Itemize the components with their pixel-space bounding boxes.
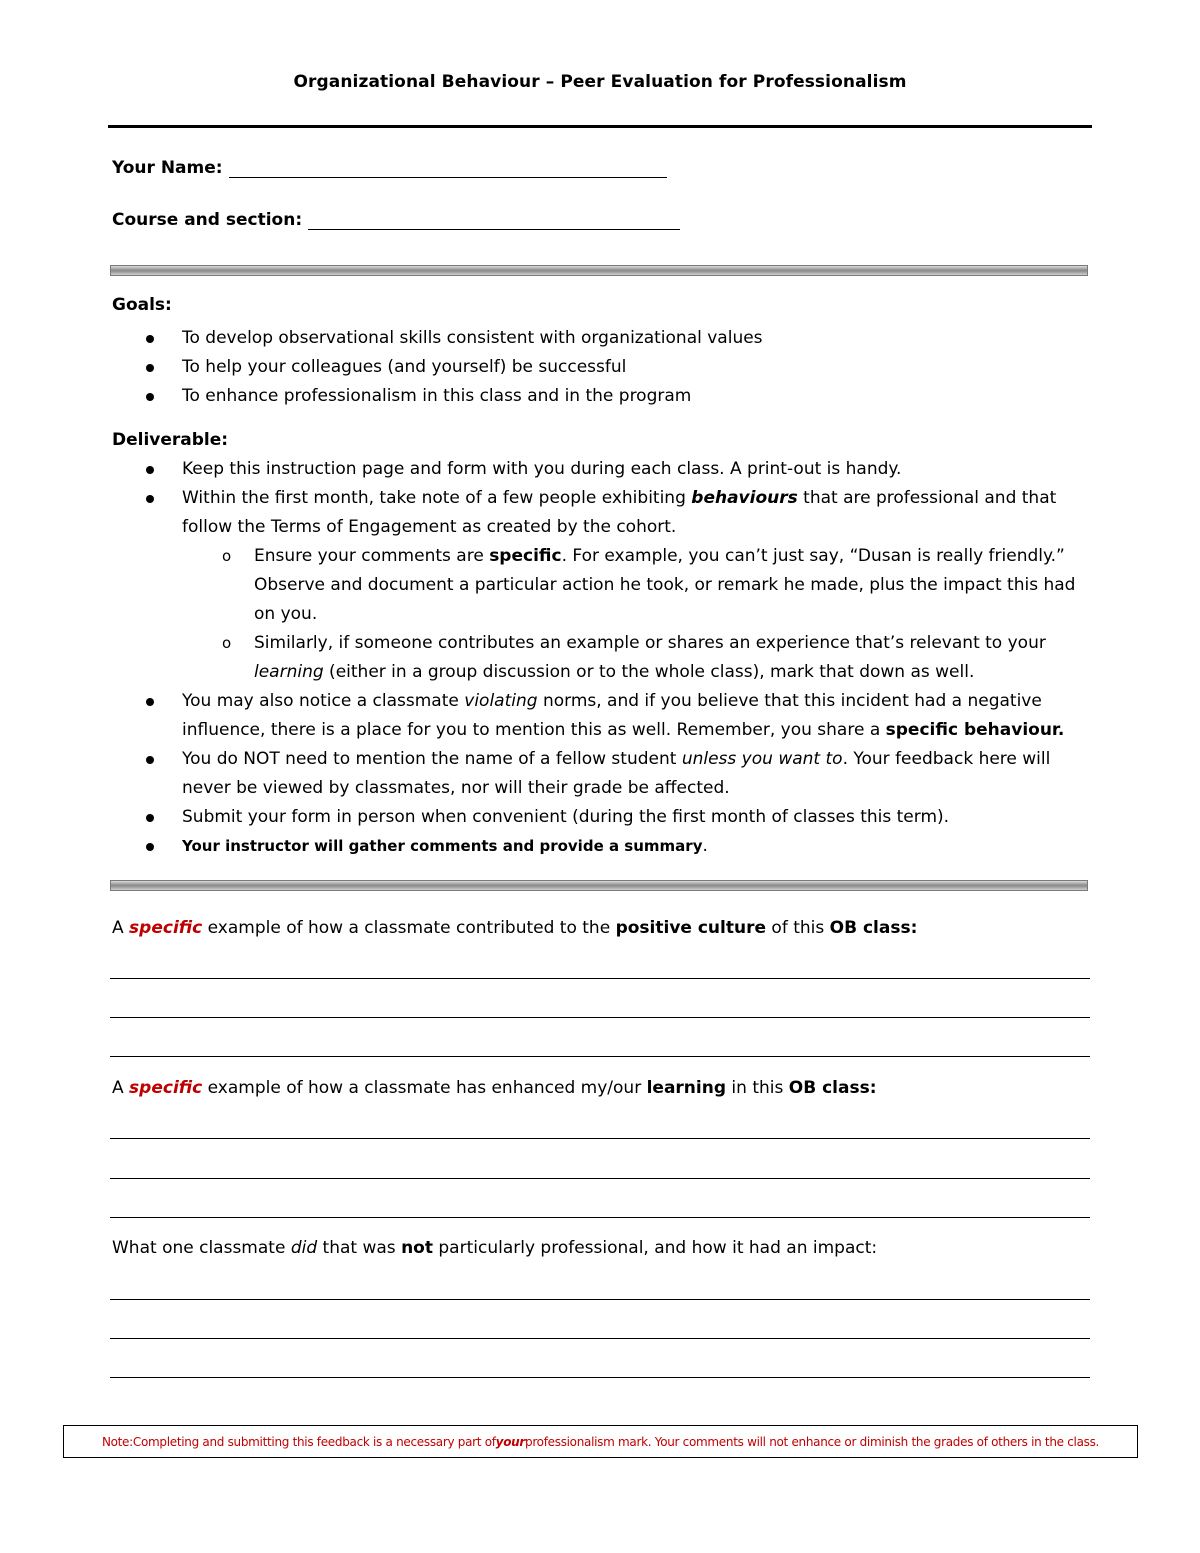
- name-input[interactable]: [229, 159, 667, 178]
- bullet-icon: [146, 335, 154, 343]
- course-section-input[interactable]: [308, 211, 680, 230]
- sub-bullet-icon: o: [222, 634, 232, 652]
- bullet-icon: [146, 756, 154, 764]
- course-field-row: [112, 210, 680, 230]
- answer-line: [110, 1217, 1090, 1218]
- unprofessional-prompt: What one classmate did that was not particularly professional, and how it had an impact:: [112, 1238, 878, 1258]
- answer-line: [110, 1377, 1090, 1378]
- name-label: Your Name:: [112, 158, 223, 178]
- answer-line: [110, 1338, 1090, 1339]
- name-field-row: [112, 158, 667, 178]
- answer-line: [110, 1178, 1090, 1179]
- bullet-icon: [146, 364, 154, 372]
- answer-line: [110, 1299, 1090, 1300]
- sub-list-item: o Similarly, if someone contributes an example or shares an experience that’s relevant to your learning (either in a group discussion or to the whole class), mark that down as well.: [182, 629, 1087, 687]
- bullet-icon: [146, 843, 154, 851]
- list-item: Submit your form in person when convenient (during the first month of classes this term).: [112, 803, 1087, 832]
- bullet-icon: [146, 495, 154, 503]
- answer-line: [110, 1138, 1090, 1139]
- list-item: To enhance professionalism in this class and in the program: [112, 382, 1087, 411]
- list-item: To help your colleagues (and yourself) be successful: [112, 353, 1087, 382]
- list-item: Within the first month, take note of a few people exhibiting behaviours that are professional and that follow the Terms of Engagement as created by the cohort. o Ensure your comments are specific. For example, you can’t just say, “Dusan is really friendly.” Observe and document a particular action he took, or remark he made, plus the impact this had on you. o Similarly, if someone contributes an example or shares an experience that’s relevant to your learning (either in a group discussion or to the whole class), mark that down as well.: [112, 484, 1087, 687]
- answer-line: [110, 1056, 1090, 1057]
- section-divider-top: [110, 265, 1088, 276]
- answer-line: [110, 978, 1090, 979]
- goals-list: [112, 324, 1087, 411]
- bullet-icon: [146, 698, 154, 706]
- bullet-icon: [146, 393, 154, 401]
- list-item: To develop observational skills consistent with organizational values: [112, 324, 1087, 353]
- section-divider-bottom: [110, 880, 1088, 891]
- course-label: Course and section:: [112, 210, 303, 230]
- deliverable-list: [112, 455, 1087, 861]
- list-item: You may also notice a classmate violating norms, and if you believe that this incident had a negative influence, there is a place for you to mention this as well. Remember, you share a specific behaviour.: [112, 687, 1087, 745]
- list-item: Your instructor will gather comments and provide a summary.: [112, 832, 1087, 861]
- bullet-icon: [146, 466, 154, 474]
- unprofessional-answer[interactable]: [110, 1270, 1090, 1378]
- list-item: Keep this instruction page and form with you during each class. A print-out is handy.: [112, 455, 1087, 484]
- sub-list: [182, 542, 1087, 687]
- learning-answer[interactable]: [110, 1110, 1090, 1218]
- answer-line: [110, 1017, 1090, 1018]
- learning-prompt: A specific example of how a classmate has enhanced my/our learning in this OB class:: [112, 1078, 877, 1098]
- title-divider: [108, 125, 1092, 128]
- bullet-icon: [146, 814, 154, 822]
- sub-list-item: o Ensure your comments are specific. For example, you can’t just say, “Dusan is really friendly.” Observe and document a particular action he took, or remark he made, plus the impact this had on you.: [182, 542, 1087, 629]
- positive-culture-prompt: A specific example of how a classmate contributed to the positive culture of this OB class:: [112, 918, 918, 938]
- list-item: You do NOT need to mention the name of a fellow student unless you want to. Your feedback here will never be viewed by classmates, nor will their grade be affected.: [112, 745, 1087, 803]
- deliverable-heading: Deliverable:: [112, 430, 229, 450]
- page-title: Organizational Behaviour – Peer Evaluation for Professionalism: [293, 72, 907, 92]
- note-box: Note:Completing and submitting this feedback is a necessary part of your professionalism mark. Your comments will not enhance or diminish the grades of others in the class.: [63, 1425, 1138, 1458]
- sub-bullet-icon: o: [222, 547, 232, 565]
- positive-culture-answer[interactable]: [110, 950, 1090, 1058]
- goals-heading: Goals:: [112, 295, 172, 315]
